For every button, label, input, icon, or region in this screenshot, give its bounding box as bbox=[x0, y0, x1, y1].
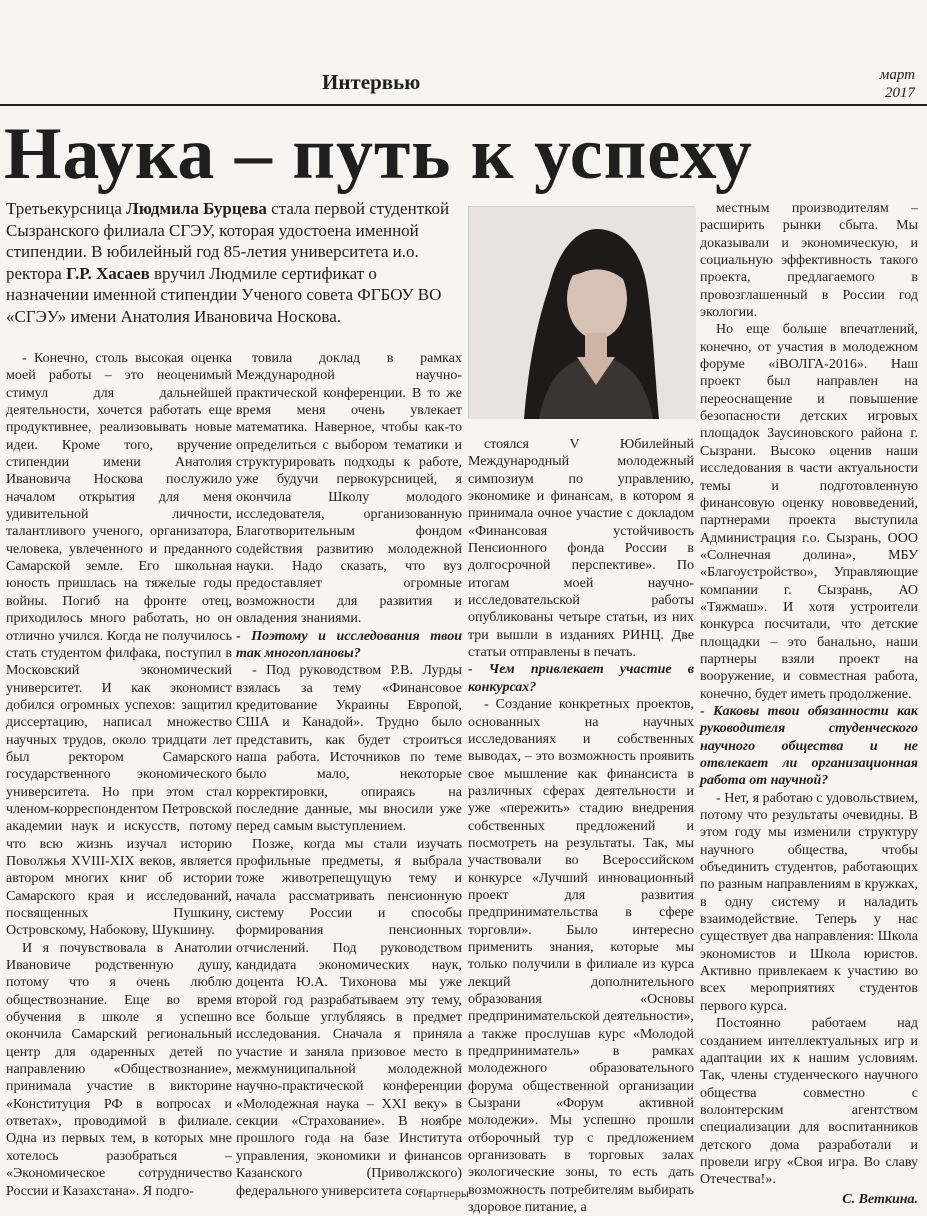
lead-text-2: стала первой студенткой Сызранского филиала СГЭУ, которая удостоена именной стипендии. В юбилейный год 85-летия университета и.о. ректора bbox=[6, 199, 450, 283]
lead-text-3: вручил Людмиле сертификат о назначении именной стипендии Ученого совета ФГБОУ ВО «СГЭУ» имени Анатолия Ивановича Носкова. bbox=[6, 263, 442, 326]
interview-question: - Каковы твои обязанности как руководителя студенческого научного общества и не отвлекает ли организационная работа от научной? bbox=[700, 703, 918, 789]
paragraph: товила доклад в рамках Международной научно-практической конференции. В то же время меня очень увлекает математика. Наверное, чтобы как-то определиться с выбором тематики и структурировать подходы к работе, уже будучи первокурсницей, я окончила Школу молодого исследователя, организованную Благотворительным фондом содействия развитию молодежной науки. Надо сказать, что вуз предоставляет огромные возможности для развития и овладения знаниями. bbox=[236, 351, 462, 627]
column-4 bbox=[700, 200, 918, 1207]
issue-month: март bbox=[879, 67, 915, 83]
author-signature: С. Веткина. bbox=[842, 1191, 918, 1207]
lead-name-rector: Г.Р. Хасаев bbox=[66, 263, 150, 283]
paragraph: стоялся V Юбилейный Международный молодежный симпозиум по управлению, экономике и финансам, в котором я принимала очное участие с докладом «Финансовая устойчивость Пенсионного фонда России в долгосрочной перспективе». По итогам моей научно-исследовательской работы опубликованы четыре статьи, из них три вышли в изданиях РИНЦ. Две статьи отправлены в печать. bbox=[468, 437, 694, 661]
paragraph: местным производителям – расширить рынки сбыта. Мы доказывали и экономическую, и социальную эффективность такого проекта, предлагаемого в провозглашенный в России год экологии. bbox=[700, 201, 918, 321]
lead-paragraph bbox=[6, 198, 458, 328]
lead-name-student: Людмила Бурцева bbox=[126, 199, 267, 218]
paragraph: - Нет, я работаю с удовольствием, потому что результаты очевидны. В этом году мы изменили структуру научного общества, чтобы объединить студентов, работающих по разным направлениям в кружках, в одну систему и наладить взаимодействие. Теперь у нас существует два направления: Школа экономистов и Школа юристов. Активно привлекаем к участию во всех мероприятиях студентов первого курса. bbox=[700, 790, 918, 1014]
paragraph: - Конечно, столь высокая оценка моей работы – это неоценимый стимул для дальнейшей деятельности, хочется работать еще продуктивнее, реализовывать новые идеи. Кроме того, вручение стипендии имени Анатолия Ивановича Носкова послужило началом открытия для меня удивительной личности, талантливого ученого, организатора, человека, увлеченного и преданного Самарской земле. Его школьная юность пришлась на тяжелые годы войны. Погиб на фронте отец, приходилось много работать, но он отлично учился. Когда не получилось стать студентом филфака, поступил в Московский экономический университет. И как экономист добился огромных успехов: защитил диссертацию, написал множество научных трудов, около тридцати лет был ректором Самарского государственного экономического университета. Но при этом стал членом-корреспондентом Петровской академии наук и искусств, потому что всю жизнь изучал историю Поволжья XVIII-XIX веков, является автором многих книг об истории Самарского края и исследований, посвященных Пушкину, Островскому, Набокову, Шукшину. bbox=[6, 351, 232, 939]
interview-question: - Чем привлекает участие в конкурсах? bbox=[468, 662, 694, 695]
column-3 bbox=[468, 436, 694, 1216]
interview-question: - Поэтому и исследования твои так многоплановы? bbox=[236, 628, 462, 661]
issue-year: 2017 bbox=[885, 85, 915, 101]
paragraph: Позже, когда мы стали изучать профильные предметы, я выбрала тоже животрепещущую тему и начала рассматривать пенсионную систему России и способы формирования пенсионных отчислений. Под руководством кандидата экономических наук, доцента Ю.А. Тихонова мы уже второй год разрабатываем эту тему, все больше углубляясь в предмет исследования. Сначала я приняла участие и заняла призовое место в межмуниципальной молодежной научно-практической конференции «Молодежная наука – XXI веку» в секции «Страхование». В ноябре прошлого года на базе Института управления, экономики и финансов Казанского (Приволжского) федерального университета со- bbox=[236, 836, 462, 1199]
paragraph: - Создание конкретных проектов, основанных на научных исследованиях и собственных выводах, – это возможность проявить свое мышление как финансиста в различных сферах деятельности и уже «пережить» стадию внедрения собственных предложений и посмотреть на результаты. Так, мы участвовали во Всероссийском конкурсе «Лучший инновационный проект для развития предпринимательства в сфере торговли». Было интересно применить знания, которые мы только получили в филиале из курса лекций дополнительного образования «Основы предпринимательской деятельности», а также прослушав курс «Молодой предприниматель» в рамках молодежного образовательного форума общественной организации Сызрани «Форум активной молодежи». Мы успешно прошли отборочный тур с предложением организовать в торговых залах экологические зоны, то есть дать возможность потребителям выбирать здоровое питание, а bbox=[468, 697, 694, 1216]
paragraph: И я почувствовала в Анатолии Ивановиче родственную душу, потому что я очень люблю обществознание. Еще во время обучения в школе я успешно окончила Самарский региональный центр для одаренных детей по направлению «Обществознание», принимала участие в викторине «Конституция РФ в вопросах и ответах», проводимой в филиале. Одна из первых тем, в которых мне хотелось разобраться – «Экономическое сотрудничество России и Казахстана». Я подго- bbox=[6, 940, 232, 1199]
paragraph: - Под руководством Р.В. Лурды взялась за тему «Финансовое кредитование Украины Европой, США и Канадой». Трудно было представить, как будет строиться наша работа. Источников по теме было мало, некоторые корректировки, опираясь на последние данные, мы вносили уже перед самым выступлением. bbox=[236, 663, 462, 835]
section-title: Интервью bbox=[322, 70, 421, 94]
issue-date bbox=[880, 66, 915, 102]
column-2 bbox=[236, 350, 462, 1200]
portrait-illustration bbox=[469, 207, 696, 419]
headline: Наука – путь к успеху bbox=[4, 113, 753, 195]
footer-partners: Партнеры bbox=[418, 1186, 469, 1200]
paragraph: Постоянно работаем над созданием интеллектуальных игр и адаптации их к нашим условиям. Так, члены студенческого научного общества совместно с волонтерским агентством специализации для воспитанников детского дома разработали и провели игру «Своя игра. Во славу Отечества!». bbox=[700, 1016, 918, 1188]
lead-text-1: Третьекурсница bbox=[6, 199, 127, 218]
header-rule bbox=[0, 104, 927, 106]
paragraph: Но еще больше впечатлений, конечно, от участия в молодежном форуме «iВОЛГА-2016». Наш проект был направлен на переоснащение и повышение безопасности детских игровых площадок Заусиновского района г. Сызрани. Высоко оценив наши исследования в части актуальности темы и подготовленную финансовую оценку нововведений, партнерами проекта выступила Администрация г.о. Сызрань, ООО «Солнечная долина», МБУ «Благоустройство», Управляющие компании г. Сызрань, АО «Тяжмаш». И хотя устроители конкурса посчитали, что детские площадки – это банально, наши партнеры взяли проект на вооружение, и совместная работа, конечно, будет иметь продолжение. bbox=[700, 322, 918, 702]
column-1 bbox=[6, 350, 232, 1200]
portrait-photo bbox=[468, 206, 695, 418]
